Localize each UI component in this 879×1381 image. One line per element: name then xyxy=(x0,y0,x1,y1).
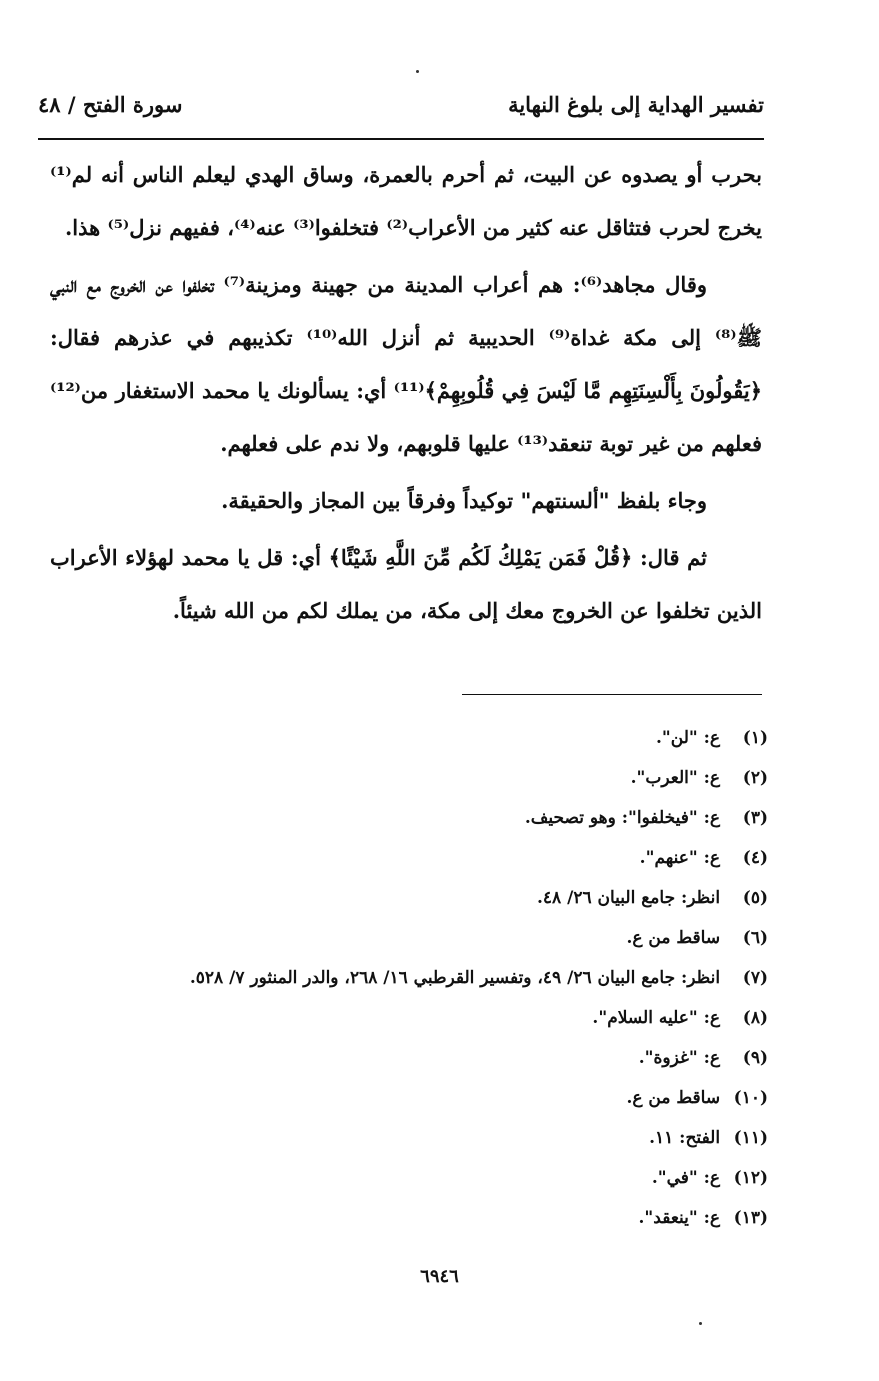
footnote-item xyxy=(100,1118,768,1158)
footnote-number: (١٠) xyxy=(733,1088,768,1108)
page-number: ٦٩٤٦ xyxy=(420,1266,459,1287)
footnote-number: (٣) xyxy=(742,808,768,828)
footnote-item xyxy=(100,918,768,958)
paragraph: بحرب أو يصدوه عن البيت، ثم أحرم بالعمرة، وساق الهدي ليعلم الناس أنه لم⁽¹⁾ يخرج لحرب فتثاقل عنه كثير من الأعراب⁽²⁾ فتخلفوا⁽³⁾ عنه⁽⁴⁾، ففيهم نزل⁽⁵⁾ هذا. xyxy=(50,162,762,240)
footnote-item xyxy=(100,838,768,878)
footnote-item xyxy=(100,958,768,998)
footnote-text: ع: "في". xyxy=(651,1168,721,1188)
footnote-item xyxy=(100,718,768,758)
surah-and-page-label: سورة الفتح / ٤٨ xyxy=(38,92,183,117)
footnote-text: ع: "عليه السلام". xyxy=(592,1008,721,1028)
footnotes-list xyxy=(100,718,768,1238)
footnote-text: ع: "غزوة". xyxy=(638,1048,721,1068)
footnote-number: (٦) xyxy=(742,928,768,948)
footnote-number: (٥) xyxy=(742,888,768,908)
footnote-item xyxy=(100,798,768,838)
footnote-number: (١٢) xyxy=(733,1168,768,1188)
footnote-text: ساقط من ع. xyxy=(626,928,721,948)
footnote-text: انظر: جامع البيان ٢٦/ ٤٩، وتفسير القرطبي ١٦/ ٢٦٨، والدر المنثور ٧/ ٥٢٨. xyxy=(189,968,721,988)
footnote-number: (٤) xyxy=(742,848,768,868)
header-divider xyxy=(38,138,764,140)
footnote-number: (١٣) xyxy=(733,1208,768,1228)
footnote-item xyxy=(100,1078,768,1118)
footnote-divider xyxy=(462,694,762,695)
footnote-number: (٩) xyxy=(742,1048,768,1068)
book-title: تفسير الهداية إلى بلوغ النهاية xyxy=(508,92,764,117)
footnote-item xyxy=(100,878,768,918)
scan-speck xyxy=(699,1322,702,1325)
paragraph: وقال مجاهد⁽⁶⁾: هم أعراب المدينة من جهينة ومزينة⁽⁷⁾ تخلفوا عن الخروج مع النبي ﷺ⁽⁸⁾ إلى مكة غداة⁽⁹⁾ الحديبية ثم أنزل الله⁽¹⁰⁾ تكذيبهم في عذرهم فقال: ﴿يَقُولُونَ بِأَلْسِنَتِهِم مَّا لَيْسَ فِي قُلُوبِهِمْ﴾⁽¹¹⁾ أي: يسألونك يا محمد الاستغفار من⁽¹²⁾ فعلهم من غير توبة تنعقد⁽¹³⁾ عليها قلوبهم، ولا ندم على فعلهم. xyxy=(50,272,762,456)
footnote-text: ع: "العرب". xyxy=(630,768,721,788)
footnote-number: (٧) xyxy=(742,968,768,988)
footnote-number: (١١) xyxy=(733,1128,768,1148)
footnote-item xyxy=(100,998,768,1038)
footnote-text: ع: "فيخلفوا": وهو تصحيف. xyxy=(524,808,721,828)
footnote-text: الفتح: ١١. xyxy=(649,1128,721,1148)
paragraph: ثم قال: ﴿قُلْ فَمَن يَمْلِكُ لَكُم مِّنَ اللَّهِ شَيْئًا﴾ أي: قل يا محمد لهؤلاء الأعراب الذين تخلفوا عن الخروج معك إلى مكة، من يملك لكم من الله شيئاً. xyxy=(50,545,762,623)
footnote-number: (١) xyxy=(742,728,768,748)
footnote-item xyxy=(100,1158,768,1198)
footnote-text: ساقط من ع. xyxy=(626,1088,721,1108)
footnote-item xyxy=(100,1198,768,1238)
footnote-text: ع: "لن". xyxy=(655,728,721,748)
main-text xyxy=(50,148,762,641)
paragraph: وجاء بلفظ "ألسنتهم" توكيداً وفرقاً بين المجاز والحقيقة. xyxy=(221,488,707,513)
running-header xyxy=(38,92,764,134)
footnote-number: (٢) xyxy=(742,768,768,788)
scan-speck xyxy=(416,70,419,73)
footnote-text: انظر: جامع البيان ٢٦/ ٤٨. xyxy=(537,888,721,908)
footnote-text: ع: "عنهم". xyxy=(639,848,721,868)
footnote-number: (٨) xyxy=(742,1008,768,1028)
footnote-item xyxy=(100,1038,768,1078)
footnote-item xyxy=(100,758,768,798)
footnote-text: ع: "ينعقد". xyxy=(638,1208,721,1228)
